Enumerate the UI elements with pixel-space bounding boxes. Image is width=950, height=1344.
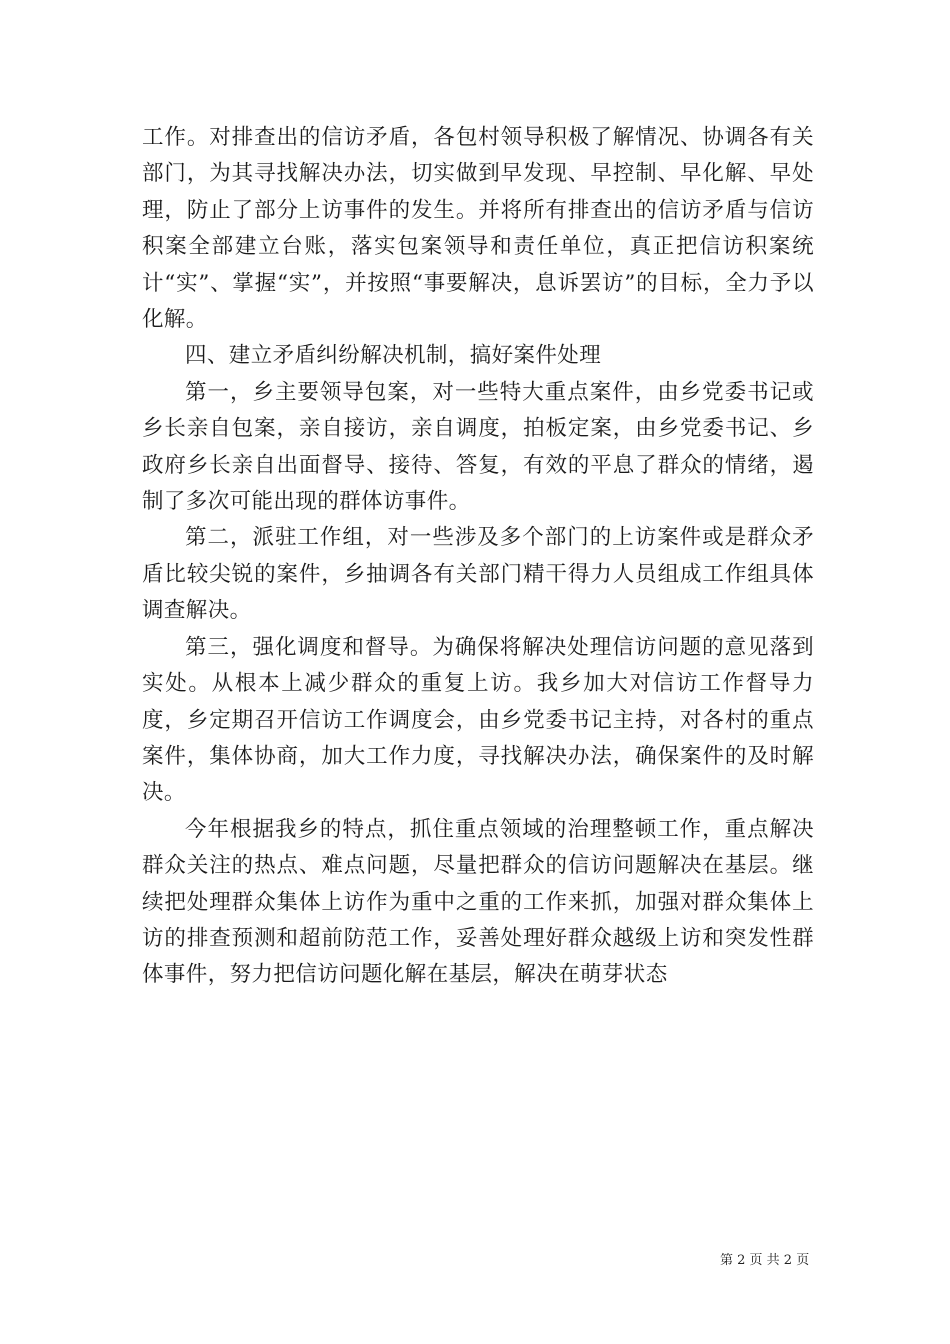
paragraph-this-year: 今年根据我乡的特点，抓住重点领域的治理整顿工作，重点解决群众关注的热点、难点问题，尽量把群众的信访问题解决在基层。继续把处理群众集体上访作为重中之重的工作来抓，加强对群众集体上访的排查预测和超前防范工作，妥善处理好群众越级上访和突发性群体事件，努力把信访问题化解在基层，解决在萌芽状态 — [142, 816, 814, 988]
paragraph-second: 第二，派驻工作组，对一些涉及多个部门的上访案件或是群众矛盾比较尖锐的案件，乡抽调各有关部门精干得力人员组成工作组具体调查解决。 — [142, 525, 814, 624]
paragraph-continuation: 工作。对排查出的信访矛盾，各包村领导积极了解情况、协调各有关部门，为其寻找解决办法，切实做到早发现、早控制、早化解、早处理，防止了部分上访事件的发生。并将所有排查出的信访矛盾与信访积案全部建立台账，落实包案领导和责任单位，真正把信访积案统计“实”、掌握“实”，并按照“事要解决，息诉罢访”的目标，全力予以化解。 — [142, 125, 814, 333]
section-heading: 四、建立矛盾纠纷解决机制，搞好案件处理 — [185, 343, 602, 369]
paragraph-first: 第一，乡主要领导包案，对一些特大重点案件，由乡党委书记或乡长亲自包案，亲自接访，亲自调度，拍板定案，由乡党委书记、乡政府乡长亲自出面督导、接待、答复，有效的平息了群众的情绪，遏制了多次可能出现的群体访事件。 — [142, 379, 814, 515]
page-number-footer: 第 2 页 共 2 页 — [720, 1253, 810, 1268]
document-body — [142, 120, 814, 994]
paragraph-third: 第三，强化调度和督导。为确保将解决处理信访问题的意见落到实处。从根本上减少群众的重复上访。我乡加大对信访工作督导力度，乡定期召开信访工作调度会，由乡党委书记主持，对各村的重点案件，集体协商，加大工作力度，寻找解决办法，确保案件的及时解决。 — [142, 634, 814, 806]
